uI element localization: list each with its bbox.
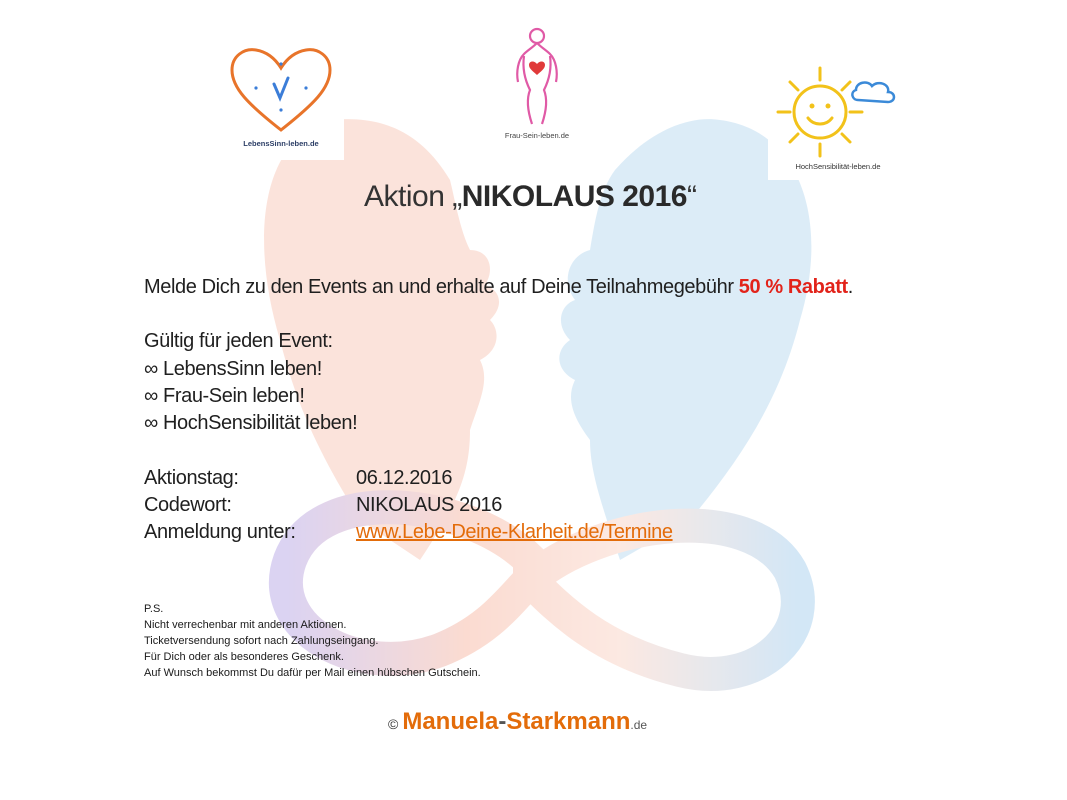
title-prefix: Aktion „ (364, 180, 462, 213)
intro-end: . (847, 276, 853, 298)
event-item: ∞ LebensSinn leben! (144, 358, 322, 380)
code-value: NIKOLAUS 2016 (356, 494, 502, 516)
footer-brand (388, 708, 647, 736)
date-value: 06.12.2016 (356, 467, 453, 489)
intro-text (144, 276, 853, 299)
ps-line: Für Dich oder als besonderes Geschenk. (144, 651, 344, 663)
hochsens-logo (768, 60, 908, 180)
ps-line: Auf Wunsch bekommst Du dafür per Mail einen hübschen Gutschein. (144, 667, 481, 679)
frausein-logo (482, 20, 592, 150)
ps-line: Ticketversendung sofort nach Zahlungseingang. (144, 635, 379, 647)
events-title: Gültig für jeden Event: (144, 330, 333, 352)
signup-link-wrapper (356, 521, 673, 544)
copyright-symbol: © (388, 716, 399, 732)
date-label: Aktionstag: (144, 467, 239, 489)
discount-highlight: 50 % Rabatt (738, 276, 848, 298)
heart-clock-icon (218, 42, 344, 137)
ps-line: Nicht verrechenbar mit anderen Aktionen. (144, 619, 347, 631)
brand-last-name: Starkmann (506, 708, 631, 735)
title-campaign-name: NIKOLAUS 2016 (461, 180, 687, 213)
brand-first-name: Manuela (402, 708, 499, 735)
title-suffix: “ (686, 180, 697, 213)
hochsens-logo-caption: HochSensibilität-leben.de (795, 162, 881, 171)
sun-cloud-icon (768, 60, 908, 160)
brand-dash: - (498, 708, 507, 735)
signup-link[interactable]: www.Lebe-Deine-Klarheit.de/Termine (356, 521, 673, 543)
code-label: Codewort: (144, 494, 232, 516)
event-item: ∞ HochSensibilität leben! (144, 412, 358, 434)
lebenssinn-logo-caption: LebensSinn-leben.de (243, 139, 319, 148)
signup-label: Anmeldung unter: (144, 521, 296, 543)
event-item: ∞ Frau-Sein leben! (144, 385, 305, 407)
intro-body: Melde Dich zu den Events an und erhalte auf Deine Teilnahmegebühr (144, 276, 739, 298)
page-title (364, 180, 696, 214)
brand-tld: .de (630, 718, 648, 732)
woman-figure-icon (482, 20, 592, 130)
ps-heading: P.S. (144, 603, 164, 615)
lebenssinn-logo (218, 42, 344, 160)
frausein-logo-caption: Frau-Sein-leben.de (504, 131, 570, 140)
